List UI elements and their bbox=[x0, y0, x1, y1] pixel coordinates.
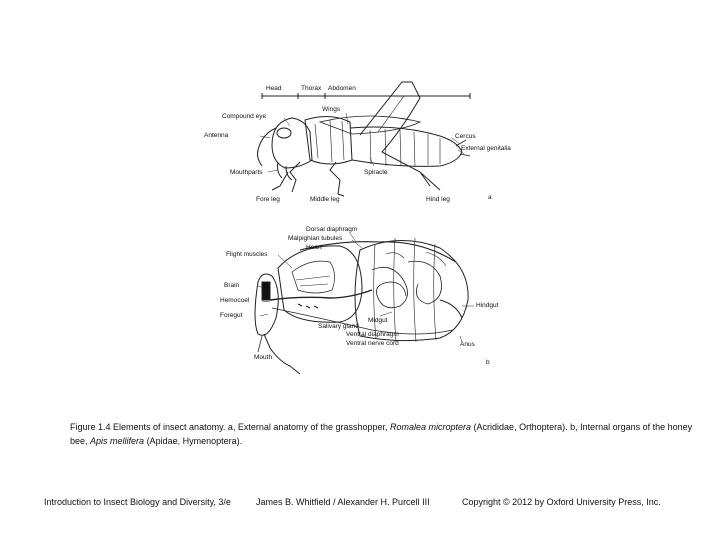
footer-copyright: Copyright © 2012 by Oxford University Press, Inc. bbox=[462, 497, 661, 507]
label-fore-leg: Fore leg bbox=[256, 196, 280, 203]
bee-thorax bbox=[278, 246, 362, 322]
label-cercus: Cercus bbox=[455, 133, 476, 140]
label-hindgut: Hindgut bbox=[476, 302, 499, 309]
label-wings: Wings bbox=[322, 106, 341, 113]
foregut-shape bbox=[270, 290, 372, 300]
brain-shape bbox=[262, 282, 270, 300]
label-dorsal-diaphragm: Dorsal diaphragm bbox=[306, 226, 358, 233]
label-flight-muscles: Flight muscles bbox=[226, 251, 268, 258]
label-mouthparts: Mouthparts bbox=[230, 169, 263, 176]
label-salivary-gland: Salivary gland bbox=[318, 323, 359, 330]
region-label-thorax: Thorax bbox=[301, 85, 322, 92]
label-midgut: Midgut bbox=[368, 317, 388, 324]
region-label-abdomen: Abdomen bbox=[328, 85, 356, 92]
region-label-head: Head bbox=[266, 85, 282, 92]
compound-eye-shape bbox=[277, 128, 291, 138]
label-middle-leg: Middle leg bbox=[310, 196, 340, 203]
label-compound-eye: Compound eye bbox=[222, 113, 267, 120]
caption-prefix: Figure 1.4 Elements of insect anatomy. a, External anatomy of the grasshopper, bbox=[70, 422, 391, 432]
label-ventral-nerve-cord: Ventral nerve cord bbox=[346, 340, 399, 347]
middle-leg-shape bbox=[330, 162, 344, 196]
caption-middle: (Acrididae, Orthoptera). b, Internal organs of the honey bee, bbox=[70, 422, 693, 446]
label-malpighian-tubules: Malpighian tubules bbox=[288, 235, 343, 242]
label-anus: Anus bbox=[460, 341, 475, 348]
heart-shape bbox=[300, 242, 456, 262]
label-external-genitalia: External genitalia bbox=[461, 145, 511, 152]
caption-species-a: Romalea microptera bbox=[390, 422, 472, 432]
caption-species-b: Apis mellifera bbox=[90, 436, 145, 446]
label-foregut: Foregut bbox=[220, 312, 243, 319]
label-antenna: Antenna bbox=[204, 132, 229, 139]
label-hemocoel: Hemocoel bbox=[220, 297, 250, 304]
label-hind-leg: Hind leg bbox=[426, 196, 450, 203]
panel-letter-b: b bbox=[486, 359, 490, 366]
label-mouth: Mouth bbox=[254, 354, 273, 361]
footer-book-title: Introduction to Insect Biology and Diversity, 3/e bbox=[44, 497, 231, 507]
label-spiracle: Spiracle bbox=[364, 169, 388, 176]
flight-muscles-shape bbox=[292, 261, 335, 293]
hindgut-shape bbox=[440, 300, 462, 318]
panel-letter-a: a bbox=[488, 194, 492, 201]
label-brain: Brain bbox=[224, 282, 240, 289]
caption-suffix: (Apidae, Hymenoptera). bbox=[144, 436, 243, 446]
footer-authors: James B. Whitfield / Alexander H. Purcell III bbox=[256, 497, 430, 507]
label-heart: Heart bbox=[306, 244, 322, 251]
label-ventral-diaphragm: Ventral diaphragm bbox=[346, 331, 399, 338]
midgut-shape bbox=[372, 267, 408, 307]
figure-caption bbox=[70, 420, 700, 448]
region-bracket bbox=[262, 93, 470, 99]
